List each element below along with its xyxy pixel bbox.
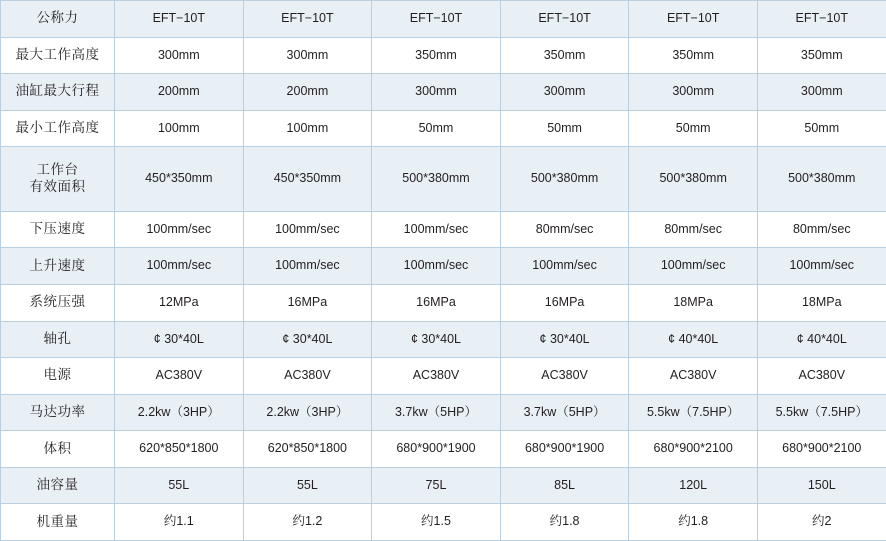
table-cell: 100mm/sec [757, 248, 886, 285]
table-cell: 100mm/sec [629, 248, 758, 285]
table-row [1, 358, 886, 395]
table-cell: 5.5kw（7.5HP） [629, 394, 758, 431]
table-cell: 620*850*1800 [243, 431, 372, 468]
table-cell: 300mm [757, 74, 886, 111]
table-cell: 680*900*1900 [500, 431, 629, 468]
table-cell: 450*350mm [115, 147, 244, 212]
table-cell: 500*380mm [757, 147, 886, 212]
table-cell: 2.2kw（3HP） [115, 394, 244, 431]
table-cell: 200mm [115, 74, 244, 111]
row-label: 体积 [1, 431, 115, 468]
row-label: 公称力 [1, 1, 115, 38]
table-cell: 18MPa [757, 285, 886, 322]
table-cell: 50mm [500, 110, 629, 147]
table-cell: 100mm [243, 110, 372, 147]
table-cell: 150L [757, 467, 886, 504]
table-cell: 80mm/sec [500, 211, 629, 248]
table-row [1, 321, 886, 358]
table-row [1, 394, 886, 431]
row-label: 轴孔 [1, 321, 115, 358]
table-cell: 80mm/sec [629, 211, 758, 248]
table-row [1, 147, 886, 212]
table-cell: ¢ 40*40L [757, 321, 886, 358]
table-cell: 120L [629, 467, 758, 504]
table-body [1, 1, 886, 541]
table-cell: 55L [115, 467, 244, 504]
table-cell: 300mm [243, 37, 372, 74]
table-row [1, 248, 886, 285]
table-cell: 100mm/sec [500, 248, 629, 285]
table-cell: 12MPa [115, 285, 244, 322]
table-cell: 200mm [243, 74, 372, 111]
table-row [1, 504, 886, 541]
table-cell: 50mm [629, 110, 758, 147]
row-label: 马达功率 [1, 394, 115, 431]
table-cell: 300mm [372, 74, 501, 111]
table-cell: 680*900*1900 [372, 431, 501, 468]
table-cell: 50mm [757, 110, 886, 147]
table-row [1, 211, 886, 248]
table-cell: 80mm/sec [757, 211, 886, 248]
table-cell: AC380V [243, 358, 372, 395]
table-cell: 100mm/sec [243, 211, 372, 248]
table-cell: 680*900*2100 [757, 431, 886, 468]
table-cell: 50mm [372, 110, 501, 147]
table-cell: 620*850*1800 [115, 431, 244, 468]
table-cell: EFT−10T [500, 1, 629, 38]
table-cell: EFT−10T [115, 1, 244, 38]
table-cell: ¢ 30*40L [243, 321, 372, 358]
table-cell: 5.5kw（7.5HP） [757, 394, 886, 431]
table-row [1, 1, 886, 38]
table-cell: 350mm [757, 37, 886, 74]
table-cell: 75L [372, 467, 501, 504]
table-cell: 约1.5 [372, 504, 501, 541]
table-row [1, 467, 886, 504]
table-cell: ¢ 30*40L [115, 321, 244, 358]
table-row [1, 74, 886, 111]
row-label: 油缸最大行程 [1, 74, 115, 111]
table-cell: 350mm [372, 37, 501, 74]
table-cell: 500*380mm [500, 147, 629, 212]
row-label: 上升速度 [1, 248, 115, 285]
table-cell: 85L [500, 467, 629, 504]
table-cell: 约1.1 [115, 504, 244, 541]
table-cell: 100mm/sec [243, 248, 372, 285]
table-cell: 约1.2 [243, 504, 372, 541]
row-label: 最小工作高度 [1, 110, 115, 147]
row-label: 机重量 [1, 504, 115, 541]
table-cell: 16MPa [243, 285, 372, 322]
table-cell: 500*380mm [372, 147, 501, 212]
table-cell: 100mm/sec [115, 211, 244, 248]
row-label: 系统压强 [1, 285, 115, 322]
table-cell: ¢ 30*40L [372, 321, 501, 358]
table-cell: 450*350mm [243, 147, 372, 212]
table-cell: 100mm [115, 110, 244, 147]
table-cell: 350mm [500, 37, 629, 74]
table-cell: EFT−10T [372, 1, 501, 38]
table-cell: EFT−10T [629, 1, 758, 38]
table-cell: EFT−10T [243, 1, 372, 38]
table-cell: 350mm [629, 37, 758, 74]
table-cell: 约2 [757, 504, 886, 541]
table-cell: 680*900*2100 [629, 431, 758, 468]
table-cell: AC380V [757, 358, 886, 395]
table-cell: 100mm/sec [372, 211, 501, 248]
table-row [1, 110, 886, 147]
table-row [1, 285, 886, 322]
table-cell: 500*380mm [629, 147, 758, 212]
table-cell: 300mm [500, 74, 629, 111]
row-label: 电源 [1, 358, 115, 395]
row-label [1, 147, 115, 212]
table-cell: 18MPa [629, 285, 758, 322]
table-cell: 16MPa [372, 285, 501, 322]
row-label: 最大工作高度 [1, 37, 115, 74]
row-label: 下压速度 [1, 211, 115, 248]
table-cell: 100mm/sec [115, 248, 244, 285]
table-cell: 300mm [629, 74, 758, 111]
table-cell: 2.2kw（3HP） [243, 394, 372, 431]
table-cell: AC380V [372, 358, 501, 395]
table-cell: EFT−10T [757, 1, 886, 38]
table-cell: 3.7kw（5HP） [500, 394, 629, 431]
row-label: 油容量 [1, 467, 115, 504]
table-cell: AC380V [115, 358, 244, 395]
table-cell: 约1.8 [629, 504, 758, 541]
table-cell: ¢ 40*40L [629, 321, 758, 358]
table-cell: 300mm [115, 37, 244, 74]
table-cell: 约1.8 [500, 504, 629, 541]
table-cell: 16MPa [500, 285, 629, 322]
table-row [1, 37, 886, 74]
table-cell: 55L [243, 467, 372, 504]
row-label-line1: 工作台 [36, 162, 79, 178]
table-cell: AC380V [500, 358, 629, 395]
table-cell: 3.7kw（5HP） [372, 394, 501, 431]
row-label-line2: 有效面积 [29, 179, 86, 195]
table-cell: ¢ 30*40L [500, 321, 629, 358]
table-cell: 100mm/sec [372, 248, 501, 285]
table-row [1, 431, 886, 468]
table-cell: AC380V [629, 358, 758, 395]
